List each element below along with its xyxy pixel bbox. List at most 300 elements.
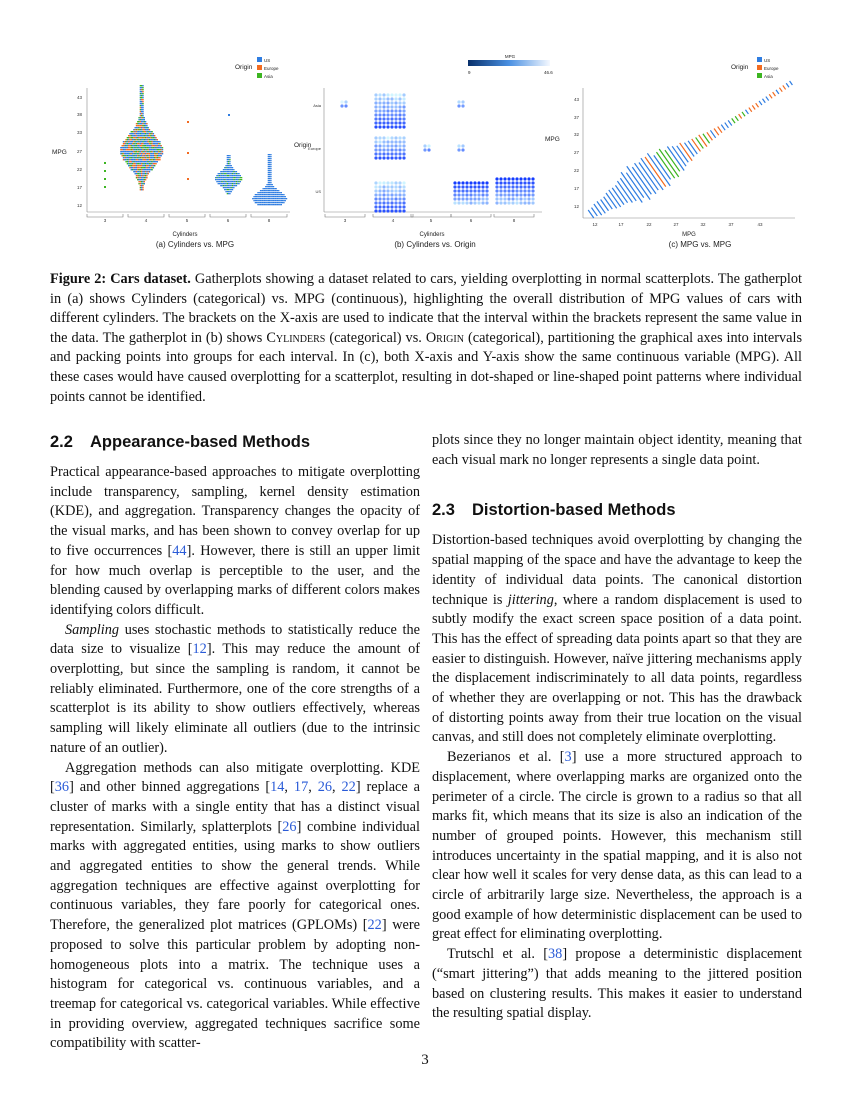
data-point [627, 166, 650, 199]
data-point [485, 185, 488, 188]
y-tick-label: 32 [573, 132, 579, 137]
data-point [382, 101, 385, 104]
data-point [499, 193, 502, 196]
paragraph: Aggregation methods can also mitigate overplotting. KDE [36] and other binned aggregations [14, 17, 26, 22] replace a cluster of marks with a single entity that has a distinct visual representation. Similarly, splatterplots [26] combine individual marks with aggregated entities, using marks to show outliers and aggregated entities to show the general trends. While aggregation techniques are effective against overplotting for continuous variables, they fare poorly for categorical ones. Therefore, the generalized plot matrices (GPLOMs) [22] were proposed to solve this particular problem by adopting non-homogeneous plots into a matrix. The technique uses a histogram for categorical vs. continuous variables, and a treemap for categorical vs. categorical variables. While effective in providing overview, aggregated techniques sacrifice some compatibility with scatter- [50, 759, 421, 1052]
data-point [136, 159, 137, 160]
data-point [157, 145, 158, 146]
data-point [158, 151, 159, 152]
data-point [398, 209, 401, 212]
data-point [155, 141, 156, 142]
data-point [133, 143, 134, 144]
data-point [146, 147, 147, 148]
y-tick-label: 22 [76, 167, 82, 172]
data-point [224, 179, 225, 180]
data-point [131, 145, 132, 146]
data-point [523, 181, 526, 184]
data-point [225, 173, 226, 174]
data-point [158, 159, 159, 160]
data-point [153, 149, 154, 150]
data-point [481, 189, 484, 192]
data-point [140, 173, 141, 174]
data-point [274, 200, 275, 201]
data-point [255, 196, 256, 197]
citation-link[interactable]: 38 [548, 946, 563, 963]
data-point [263, 200, 264, 201]
data-point [138, 153, 139, 154]
data-point [374, 101, 377, 104]
data-point [140, 179, 141, 180]
data-point [340, 104, 343, 107]
data-point [127, 145, 128, 146]
data-point [142, 143, 143, 144]
data-point [469, 189, 472, 192]
data-point [145, 151, 146, 152]
subcaption-b: (b) Cylinders vs. Origin [394, 240, 476, 249]
citation-link[interactable]: 14 [270, 779, 285, 796]
data-point [378, 156, 381, 159]
data-point [220, 181, 221, 182]
data-point [278, 190, 279, 191]
data-point [132, 147, 133, 148]
data-point [216, 181, 217, 182]
data-point [133, 167, 134, 168]
data-point [269, 192, 270, 193]
data-point [266, 184, 267, 185]
data-point [142, 189, 143, 190]
data-point [157, 149, 158, 150]
citation-link[interactable]: 3 [564, 749, 572, 766]
data-point [519, 181, 522, 184]
data-point [225, 185, 226, 186]
data-point [229, 169, 230, 170]
data-point [515, 193, 518, 196]
data-point [149, 157, 150, 158]
data-point [133, 147, 134, 148]
data-point [374, 156, 377, 159]
data-point [282, 200, 283, 201]
data-point [138, 181, 139, 182]
data-point [225, 189, 226, 190]
data-point [273, 198, 274, 199]
data-point [677, 146, 689, 162]
colorbar-max: 46.6 [544, 70, 553, 75]
data-point [124, 159, 125, 160]
data-point [783, 85, 786, 89]
data-point [378, 197, 381, 200]
data-point [402, 156, 405, 159]
data-point [140, 139, 141, 140]
data-point [402, 205, 405, 208]
data-point [394, 205, 397, 208]
x-tick-label: 5 [185, 218, 189, 223]
data-point [125, 151, 126, 152]
data-point [477, 185, 480, 188]
y-tick-label: 43 [573, 97, 579, 102]
data-point [159, 155, 160, 156]
data-point [218, 179, 219, 180]
x-tick-label: 4 [144, 218, 148, 223]
data-point [270, 158, 271, 159]
data-point [142, 155, 143, 156]
data-point [394, 189, 397, 192]
data-point [142, 109, 143, 110]
data-point [135, 153, 136, 154]
data-point [773, 92, 776, 96]
data-point [229, 181, 230, 182]
data-point [268, 202, 269, 203]
citation-link[interactable]: 26 [317, 779, 333, 796]
data-point [151, 139, 152, 140]
data-point [276, 200, 277, 201]
data-point [749, 108, 752, 112]
data-point [137, 177, 138, 178]
legend-label-us: US [264, 58, 271, 63]
figure-2 [45, 50, 805, 262]
data-point [135, 165, 136, 166]
data-point [265, 192, 266, 193]
data-point [274, 194, 275, 195]
data-point [146, 139, 147, 140]
data-point [270, 162, 271, 163]
data-point [272, 190, 273, 191]
data-point [402, 101, 405, 104]
data-point [265, 194, 266, 195]
data-point [140, 133, 141, 134]
data-point [131, 135, 132, 136]
data-point [157, 157, 158, 158]
y-tick-labels [574, 97, 580, 209]
data-point [145, 141, 146, 142]
data-point [477, 201, 480, 204]
citation-link[interactable]: 12 [192, 641, 207, 658]
data-point [162, 153, 163, 154]
data-point [144, 149, 145, 150]
data-point [125, 145, 126, 146]
data-point [268, 182, 269, 183]
citation-link[interactable]: 36 [54, 779, 70, 796]
data-point [140, 175, 141, 176]
data-point [141, 87, 142, 88]
data-point [136, 129, 137, 130]
data-point [149, 129, 150, 130]
data-point [225, 179, 226, 180]
data-point [129, 147, 130, 148]
data-point [515, 181, 518, 184]
data-point [145, 127, 146, 128]
data-point [374, 197, 377, 200]
data-point [398, 97, 401, 100]
data-point [127, 163, 128, 164]
data-point [515, 185, 518, 188]
data-point [149, 131, 150, 132]
data-point [503, 201, 506, 204]
data-point [274, 190, 275, 191]
data-point [150, 159, 151, 160]
data-point [123, 153, 124, 154]
data-point [153, 143, 154, 144]
data-point [144, 123, 145, 124]
data-point [402, 140, 405, 143]
data-point [277, 204, 278, 205]
data-point [225, 181, 226, 182]
data-point [224, 171, 225, 172]
data-point [272, 202, 273, 203]
y-axis-label: MPG [52, 149, 67, 156]
data-point [125, 157, 126, 158]
data-point [374, 125, 377, 128]
data-point [187, 178, 189, 180]
data-point [269, 184, 270, 185]
data-point [386, 109, 389, 112]
data-point [141, 167, 142, 168]
data-point [125, 161, 126, 162]
data-point [511, 193, 514, 196]
data-point [149, 133, 150, 134]
data-point [718, 127, 722, 133]
data-point [378, 144, 381, 147]
data-point [269, 202, 270, 203]
data-point [138, 171, 139, 172]
data-point [268, 188, 269, 189]
data-point [276, 192, 277, 193]
data-point [127, 161, 128, 162]
data-point [140, 177, 141, 178]
data-point [268, 168, 269, 169]
data-point [402, 201, 405, 204]
data-point [272, 198, 273, 199]
data-point [229, 167, 230, 168]
data-point [253, 196, 254, 197]
data-point [519, 201, 522, 204]
data-point [187, 121, 189, 123]
data-point [137, 161, 138, 162]
data-point [127, 137, 128, 138]
data-point [123, 159, 124, 160]
data-point [394, 136, 397, 139]
data-point [148, 145, 149, 146]
data-point [272, 184, 273, 185]
data-point [137, 135, 138, 136]
data-point [390, 93, 393, 96]
data-point [141, 125, 142, 126]
data-point [124, 141, 125, 142]
data-point [122, 151, 123, 152]
data-point [423, 148, 426, 151]
data-point [149, 139, 150, 140]
data-point [149, 155, 150, 156]
data-point [154, 157, 155, 158]
data-point [131, 151, 132, 152]
data-point [229, 183, 230, 184]
citation-link[interactable]: 26 [282, 818, 297, 835]
data-point [402, 197, 405, 200]
data-point [140, 163, 141, 164]
data-point [127, 143, 128, 144]
data-point [150, 145, 151, 146]
citation-link[interactable]: 22 [341, 779, 356, 796]
data-point [511, 201, 514, 204]
data-point [227, 165, 228, 166]
data-point [129, 153, 130, 154]
data-point [141, 97, 142, 98]
data-point [145, 123, 146, 124]
data-point [144, 161, 145, 162]
data-point [461, 100, 464, 103]
data-point [123, 149, 124, 150]
data-point [739, 114, 742, 118]
data-point [140, 107, 141, 108]
data-point [124, 151, 125, 152]
data-point [453, 193, 456, 196]
data-point [146, 125, 147, 126]
data-point [137, 137, 138, 138]
legend-label-asia: Asia [764, 74, 773, 79]
data-point [503, 193, 506, 196]
data-point [272, 188, 273, 189]
data-point [146, 171, 147, 172]
data-point [127, 153, 128, 154]
data-point [136, 151, 137, 152]
data-point [140, 101, 141, 102]
citation-link[interactable]: 22 [367, 917, 382, 934]
data-point [220, 185, 221, 186]
citation-link[interactable]: 17 [293, 779, 309, 796]
data-point [279, 200, 280, 201]
data-point [218, 177, 219, 178]
data-point [268, 164, 269, 165]
data-point [146, 149, 147, 150]
data-point [256, 198, 257, 199]
data-point [495, 197, 498, 200]
data-point [142, 175, 143, 176]
data-point [519, 197, 522, 200]
data-point [503, 177, 506, 180]
data-point [374, 140, 377, 143]
data-point [153, 165, 154, 166]
data-point [135, 135, 136, 136]
x-tick-label: 3 [103, 218, 107, 223]
data-point [151, 159, 152, 160]
data-point [268, 196, 269, 197]
data-point [268, 184, 269, 185]
data-point [125, 141, 126, 142]
data-point [150, 153, 151, 154]
data-point [735, 116, 738, 121]
data-point [281, 196, 282, 197]
data-point [144, 141, 145, 142]
data-point [374, 148, 377, 151]
data-point [235, 173, 236, 174]
data-point [231, 185, 232, 186]
data-point [148, 173, 149, 174]
data-point [140, 183, 141, 184]
data-point [132, 133, 133, 134]
data-point [137, 173, 138, 174]
data-point [154, 153, 155, 154]
data-point [145, 171, 146, 172]
data-point [597, 201, 605, 213]
data-point [402, 209, 405, 212]
data-point [138, 177, 139, 178]
data-point [270, 176, 271, 177]
data-point [142, 169, 143, 170]
data-point [136, 157, 137, 158]
data-point [228, 183, 229, 184]
data-point [457, 100, 460, 103]
data-point [124, 155, 125, 156]
data-point [150, 141, 151, 142]
data-point [140, 165, 141, 166]
data-point [140, 105, 141, 106]
data-point [138, 129, 139, 130]
data-point [146, 161, 147, 162]
data-point [141, 181, 142, 182]
data-point [519, 177, 522, 180]
data-point [151, 137, 152, 138]
data-point [142, 135, 143, 136]
data-point [159, 159, 160, 160]
data-point [270, 202, 271, 203]
data-point [495, 201, 498, 204]
data-point [261, 200, 262, 201]
data-point [240, 175, 241, 176]
citation-link[interactable]: 44 [172, 542, 187, 559]
data-point [219, 173, 220, 174]
data-point [786, 83, 789, 87]
data-point [270, 178, 271, 179]
data-point [136, 147, 137, 148]
data-point [531, 193, 534, 196]
data-point [136, 131, 137, 132]
data-point [222, 171, 223, 172]
data-point [728, 120, 732, 125]
data-point [140, 147, 141, 148]
data-point [157, 151, 158, 152]
data-point [148, 135, 149, 136]
data-point [141, 131, 142, 132]
data-point [158, 145, 159, 146]
data-point [141, 117, 142, 118]
data-point [378, 189, 381, 192]
data-point [386, 93, 389, 96]
data-point [159, 141, 160, 142]
data-point [511, 185, 514, 188]
data-point [161, 155, 162, 156]
data-point [394, 152, 397, 155]
data-point [133, 155, 134, 156]
data-point [150, 135, 151, 136]
data-point [140, 129, 141, 130]
data-point [141, 183, 142, 184]
data-point [132, 159, 133, 160]
data-point [153, 161, 154, 162]
data-point [394, 156, 397, 159]
data-point [236, 177, 237, 178]
data-point [145, 129, 146, 130]
data-point [140, 93, 141, 94]
data-point [223, 177, 224, 178]
data-point [125, 147, 126, 148]
data-point [137, 175, 138, 176]
data-point [398, 148, 401, 151]
data-point [268, 198, 269, 199]
data-point [382, 125, 385, 128]
data-point [142, 97, 143, 98]
data-point [225, 183, 226, 184]
data-point [236, 175, 237, 176]
data-point [137, 163, 138, 164]
data-point [228, 159, 229, 160]
